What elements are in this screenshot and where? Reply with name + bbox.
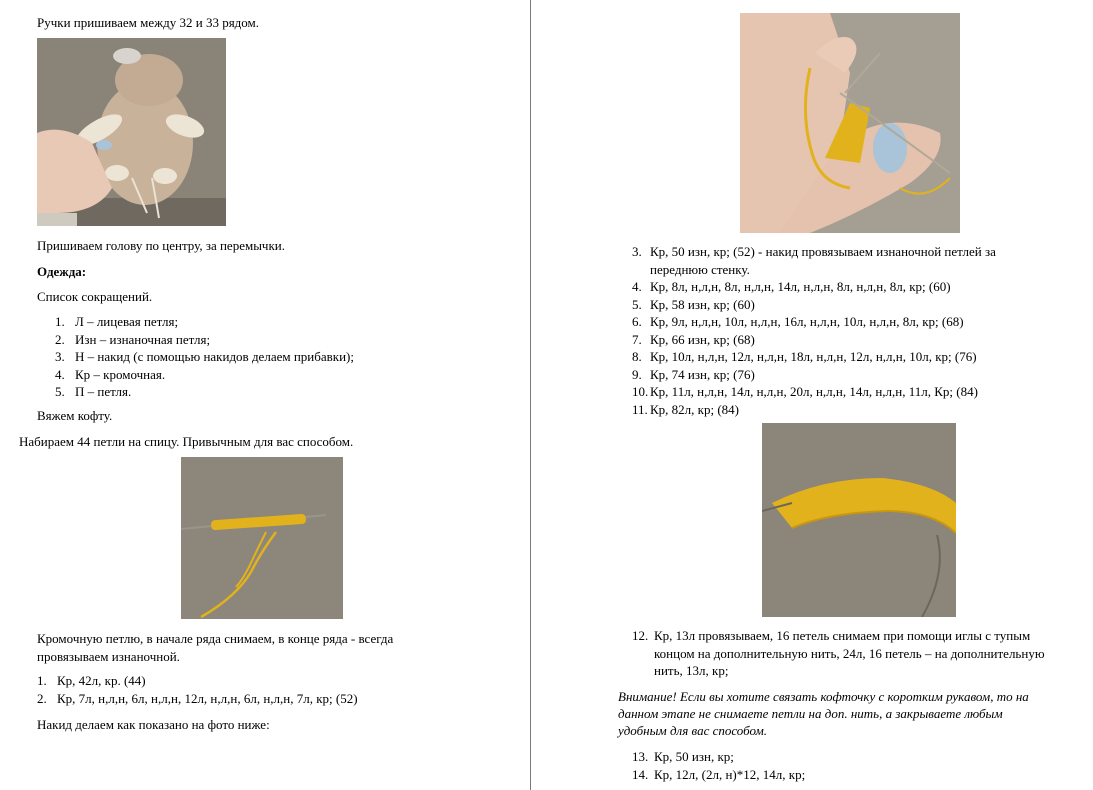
list-item: 7. Кр, 66 изн, кр; (68) [632,331,755,347]
list-item: 6. Кр, 9л, н,л,н, 10л, н,л,н, 16л, н,л,н, 10л, н,л,н, 8л, кр; (68) [632,314,964,329]
photo-cast-on-needle [181,457,343,619]
list-item: 2. Кр, 7л, н,л,н, 6л, н,л,н, 12л, н,л,н, 6л, н,л,н, 7л, кр; (52) [37,690,358,706]
list-item: 4. Кр, 8л, н,л,н, 8л, н,л,н, 14л, н,л,н, 8л, н,л,н, 8л, кр; (60) [632,279,951,294]
list-item: 2. Изн – изнаночная петля; [55,331,211,347]
photo-bunny-toy [37,38,226,226]
text-abbrev-list: Список сокращений. [37,289,153,304]
list-item: 1. Кр, 42л, кр. (44) [37,673,146,688]
row-list-final [632,748,805,783]
text-yarn-over: Накид делаем как показано на фото ниже: [37,717,270,732]
text-cast-on: Набираем 44 петли на спицу. Привычным для вас способом. [19,434,354,449]
row-list-continued [632,243,996,418]
note-line-3: удобным для вас способом. [618,723,768,738]
photo-knitted-strip [762,423,956,617]
text-knit-sweater: Вяжем кофту. [37,408,113,423]
list-item: 1. Л – лицевая петля; [55,314,179,329]
page-divider [530,0,531,790]
note-line-1: Внимание! Если вы хотите связать кофточку с коротким рукавом, то на [618,689,1029,704]
list-item: 11. Кр, 82л, кр; (84) [632,401,739,417]
list-item: 5. Кр, 58 изн, кр; (60) [632,296,755,312]
row-12-line-3: нить, 13л, кр; [654,663,729,678]
photo-knitting-in-hand [740,13,960,233]
list-item: переднюю стенку. [650,261,750,277]
row-12-line-2: концом на дополнительную нить, 24л, 16 петель – на дополнительную [654,646,1045,661]
row-12-line-1: 12. Кр, 13л провязываем, 16 петель снимаем при помощи иглы с тупым [632,628,1031,643]
right-page [532,0,1093,790]
list-item: 4. Кр – кромочная. [55,366,166,382]
text-head: Пришиваем голову по центру, за перемычки. [37,238,285,253]
list-item: 5. П – петля. [55,384,132,399]
list-item: 10. Кр, 11л, н,л,н, 14л, н,л,н, 20л, н,л,н, 14л, н,л,н, 11л, Кр; (84) [632,384,978,399]
list-item: 3. Н – накид (с помощью накидов делаем прибавки); [55,349,354,364]
left-page [0,0,530,790]
list-item: 13. Кр, 50 изн, кр; [632,749,734,764]
text-edge-stitch-1: Кромочную петлю, в начале ряда снимаем, в конце ряда - всегда [37,631,394,646]
list-item: 14. Кр, 12л, (2л, н)*12, 14л, кр; [632,766,806,782]
list-item: 9. Кр, 74 изн, кр; (76) [632,366,755,382]
abbreviation-list [55,313,354,401]
list-item: 3. Кр, 50 изн, кр; (52) - накид провязываем изнаночной петлей за [632,244,996,259]
row-list [37,672,358,707]
text-handles: Ручки пришиваем между 32 и 33 рядом. [37,15,260,30]
note-line-2: данном этапе не снимаете петли на доп. нить, а закрываете любым [618,706,1003,721]
heading-clothes: Одежда: [37,264,87,279]
text-edge-stitch-2: провязываем изнаночной. [37,649,180,664]
list-item: 8. Кр, 10л, н,л,н, 12л, н,л,н, 18л, н,л,н, 12л, н,л,н, 10л, кр; (76) [632,349,977,364]
